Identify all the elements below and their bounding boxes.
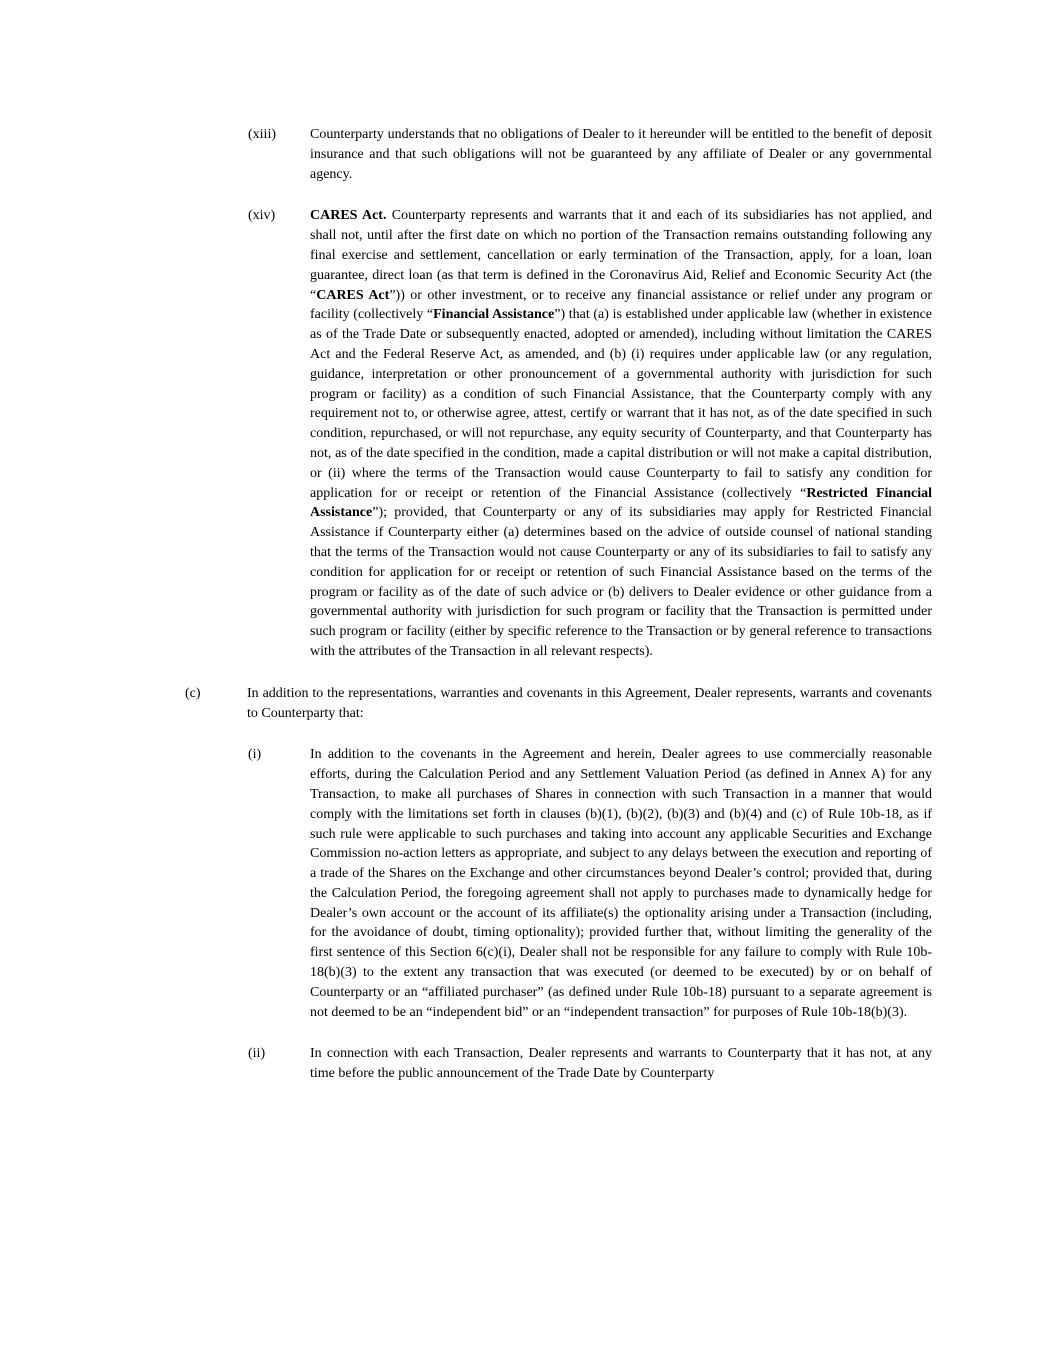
paragraph-label-ii: (ii) bbox=[248, 1046, 266, 1062]
bold-text-run: Restricted Financial Assistance bbox=[310, 485, 932, 521]
bold-text-run: Financial Assistance bbox=[433, 307, 555, 323]
text-run: In connection with each Transaction, Dealer represents and warrants to Counterparty that it has not, at any time before the public announcement of the Trade Date by Counterparty bbox=[310, 1046, 932, 1082]
paragraph-label-c: (c) bbox=[185, 685, 201, 701]
paragraph-text-i bbox=[310, 745, 932, 1022]
text-run: ”) that (a) is established under applicable law (whether in existence as of the Trade Date or subsequently enacted, adopted or amended), including without limitation the CARES Act and the Federal Reserve Act, as amended, and (b) (i) requires under applicable law (or any regulation, guidance, interpretation or other pronouncement of a governmental authority with jurisdiction for such program or facility) as a condition of such Financial Assistance, that the Counterparty comply with any requirement not to, or otherwise agree, attest, certify or warrant that it has not, as of the date specified in such condition, repurchased, or will not repurchase, any equity security of Counterparty, and that Counterparty has not, as of the date specified in the condition, made a capital distribution or will not make a capital distribution, or (ii) where the terms of the Transaction would cause Counterparty to fail to satisfy any condition for application for or receipt or retention of the Financial Assistance (collectively “ bbox=[310, 307, 932, 501]
paragraph-xiv bbox=[248, 206, 932, 661]
paragraph-c bbox=[185, 684, 932, 724]
document-body bbox=[185, 125, 932, 1084]
paragraph-label-xiii: (xiii) bbox=[248, 127, 276, 142]
text-run: In addition to the representations, warranties and covenants in this Agreement, Dealer represents, warrants and covenants to Counterparty that: bbox=[247, 685, 932, 721]
paragraph-ii bbox=[248, 1044, 932, 1084]
paragraph-text-xiv bbox=[310, 206, 932, 661]
text-run: Counterparty represents and warrants that it and each of its subsidiaries has not applied, and shall not, until after the first date on which no portion of the Transaction remains outstanding following any final exercise and settlement, cancellation or early termination of the Transaction, apply, for a loan, loan guarantee, direct loan (as that term is defined in the Coronavirus Aid, Relief and Economic Security Act (the “ bbox=[310, 208, 932, 303]
paragraph-i bbox=[248, 745, 932, 1022]
paragraph-text-c bbox=[247, 684, 932, 724]
paragraph-text-xiii bbox=[310, 125, 932, 184]
text-run: Counterparty understands that no obligations of Dealer to it hereunder will be entitled to the benefit of deposit insurance and that such obligations will not be guaranteed by any affiliate of Dealer or any governmental agency. bbox=[310, 127, 932, 182]
paragraph-xiii bbox=[248, 125, 932, 184]
bold-text-run: CARES Act bbox=[316, 287, 390, 303]
paragraph-text-ii bbox=[310, 1044, 932, 1084]
bold-text-run: CARES Act. bbox=[310, 208, 387, 224]
text-run: In addition to the covenants in the Agreement and herein, Dealer agrees to use commercially reasonable efforts, during the Calculation Period and any Settlement Valuation Period (as defined in Annex A) for any Transaction, to make all purchases of Shares in connection with such Transaction in a manner that would comply with the limitations set forth in clauses (b)(1), (b)(2), (b)(3) and (b)(4) and (c) of Rule 10b-18, as if such rule were applicable to such purchases and taking into account any applicable Securities and Exchange Commission no-action letters as appropriate, and subject to any delays between the execution and reporting of a trade of the Shares on the Exchange and other circumstances beyond Dealer’s control; provided that, during the Calculation Period, the foregoing agreement shall not apply to purchases made to dynamically hedge for Dealer’s own account or the account of its affiliate(s) the optionality arising under a Transaction (including, for the avoidance of doubt, timing optionality); provided further that, without limiting the generality of the first sentence of this Section 6(c)(i), Dealer shall not be responsible for any failure to comply with Rule 10b-18(b)(3) to the extent any transaction that was executed (or deemed to be executed) by or on behalf of Counterparty or an “affiliated purchaser” (as defined under Rule 10b-18) pursuant to a separate agreement is not deemed to be an “independent bid” or an “independent transaction” for purposes of Rule 10b-18(b)(3). bbox=[310, 747, 932, 1020]
text-run: ”); provided, that Counterparty or any of its subsidiaries may apply for Restricted Financial Assistance if Counterparty either (a) determines based on the advice of outside counsel of national standing that the terms of the Transaction would not cause Counterparty or any of its subsidiaries to fail to satisfy any condition for application for or receipt or retention of such Financial Assistance based on the terms of the program or facility as of the date of such advice or (b) delivers to Dealer evidence or other guidance from a governmental authority with jurisdiction for such program or facility that the Transaction is permitted under such program or facility (either by specific reference to the Transaction or by general reference to transactions with the attributes of the Transaction in all relevant respects). bbox=[310, 505, 932, 659]
paragraph-label-i: (i) bbox=[248, 747, 262, 763]
paragraph-label-xiv: (xiv) bbox=[248, 208, 276, 224]
text-run: ”)) or other investment, or to receive any financial assistance or relief under any program or facility (collectively “ bbox=[310, 287, 932, 323]
